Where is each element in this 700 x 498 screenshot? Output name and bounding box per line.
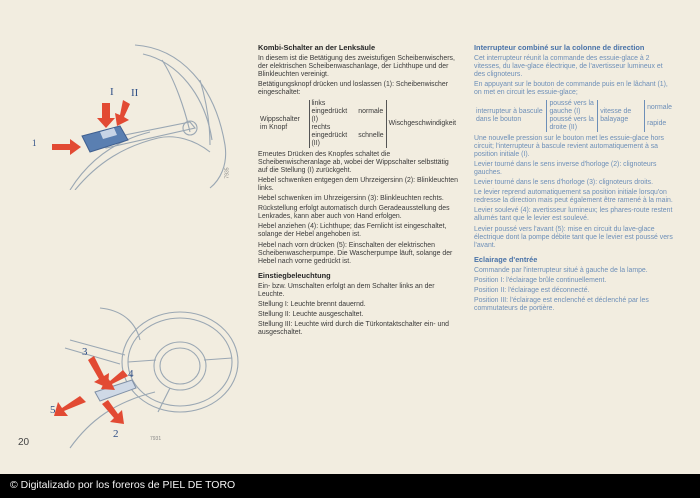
french-headlight-flash: Levier soulevé (4): avertisseur lumineux; les phares-route restent allumés tant que le levier est soulevé. [474, 207, 673, 223]
french-intro: Cet interrupteur réunit la commande des essuie-glace à 2 vitesses, du lave-glace électrique, de l'avertisseur lumineux et des clignoteurs. [474, 55, 663, 79]
german-headlight-flash: Hebel anziehen (4): Lichthupe; das Fernlicht ist eingeschaltet, solange der Hebel angehoben ist. [258, 223, 447, 239]
french-table-speed-fast: rapide [645, 116, 674, 132]
german-button-press: Betätigungsknopf drücken und loslassen (1): Scheibenwischer eingeschaltet: [258, 81, 448, 97]
french-reset: Le levier reprend automatiquement sa position initiale lorsqu'on redresse la direction mais peut également être ramené à la main. [474, 189, 673, 205]
french-table-row-label: interrupteur à bascule dans le bouton [476, 107, 543, 123]
french-table-speed-normal: normale [645, 100, 674, 116]
label-lever-3: 3 [82, 346, 88, 358]
lever-knob-shape [82, 126, 128, 152]
french-right-indicator: Levier tourné dans le sens d'horloge (3): clignoteurs droits. [474, 179, 654, 187]
german-table-state-right: rechts eingedrückt (II) [309, 124, 356, 148]
german-position-2: Stellung II: Leuchte ausgeschaltet. [258, 311, 364, 319]
footer-credit: © Digitalizado por los foreros de PIEL DE TORO [10, 479, 236, 491]
german-table-speed-fast: schnelle [358, 131, 384, 139]
french-entry-switch: Commande par l'interrupteur situé à gauche de la lampe. [474, 266, 648, 274]
french-table-middle: vitesse de balayage [598, 100, 645, 132]
figure-top-ref: 7935 [224, 167, 231, 179]
arrow-washer [54, 396, 86, 416]
arrow-rocker-i [97, 103, 115, 128]
label-rocker-i: I [110, 86, 114, 98]
german-position-1: Stellung I: Leuchte brennt dauernd. [258, 301, 366, 309]
german-switch-off: Erneutes Drücken des Knopfes schaltet die Scheibenwischeranlage ab, wobei der Wippschalter selbsttätig auf die Stellung (I) zurückgeht. [258, 150, 449, 174]
label-lever-4: 4 [128, 368, 134, 380]
french-table-state-left: poussé vers la gauche (I) [547, 100, 598, 116]
french-position-3: Position III: l'éclairage est enclenché et déclenché par les commutateurs de portière. [474, 297, 649, 313]
german-table-state-left: links eingedrückt (I) [309, 100, 356, 124]
arrow-rocker-ii [115, 100, 130, 126]
french-position-2: Position II: l'éclairage est déconnecté. [474, 287, 590, 295]
figure-bottom-ref: 7931 [150, 436, 162, 442]
german-title: Kombi-Schalter an der Lenksäule [258, 43, 376, 52]
german-washer: Hebel nach vorn drücken (5): Einschalten der elektrischen Scheibenwascherpumpe. Die Wascherpumpe läuft, solange der Hebel nach vorne gedrückt ist. [258, 241, 453, 265]
german-column [258, 44, 458, 339]
french-washer: Levier poussé vers l'avant (5): mise en circuit du lave-glace électrique dont la pompe débite tant que le levier est poussé vers l'avant. [474, 225, 673, 249]
label-lever-5: 5 [50, 404, 56, 416]
figure-wiper-switch [40, 40, 240, 190]
french-button-press: En appuyant sur le bouton de commande puis en le lâchant (1), on met en circuit les essuie-glace; [474, 81, 668, 97]
label-button-1: 1 [32, 138, 37, 148]
arrow-left-indicator [102, 400, 124, 424]
german-reset: Rückstellung erfolgt automatisch durch Geradeausstellung des Lenkrades, kann aber auch von Hand erfolgen. [258, 205, 450, 221]
french-table-state-right: poussé vers la droite (II) [547, 116, 598, 132]
german-intro: In diesem ist die Betätigung des zweistufigen Scheibenwischers, der elektrischen Scheibenwaschanlage, der Lichthupe und der Blinkleuchten vereinigt. [258, 55, 455, 79]
french-left-indicator: Levier tourné dans le sens inverse d'horloge (2): clignoteurs gauches. [474, 160, 657, 176]
german-right-indicator: Hebel schwenken im Uhrzeigersinn (3): Blinkleuchten rechts. [258, 195, 444, 203]
footer-bar [0, 474, 700, 498]
german-table-result: Wischgeschwindigkeit [386, 100, 458, 148]
page-number: 20 [18, 437, 30, 448]
german-title-entry-light: Einstiegbeleuchtung [258, 270, 331, 280]
german-table-speed-normal: normale [358, 107, 384, 115]
german-left-indicator: Hebel schwenken entgegen dem Uhrzeigersinn (2): Blinkleuchten links. [258, 176, 458, 192]
figure-steering-wheel [40, 300, 240, 450]
french-switch-off: Une nouvelle pression sur le bouton met les essuie-glace hors circuit; l'interrupteur à bascule revient automatiquement à sa position initiale (I). [474, 134, 664, 158]
french-wiper-table [474, 100, 674, 132]
german-table-row-label: Wippschalter im Knopf [260, 115, 300, 131]
german-entry-switch: Ein- bzw. Umschalten erfolgt an dem Schalter links an der Leuchte. [258, 282, 435, 298]
french-column [474, 44, 674, 315]
arrow-push-button [52, 139, 81, 155]
german-position-3: Stellung III: Leuchte wird durch die Türkontaktschalter ein- und ausgeschaltet. [258, 321, 450, 337]
french-title: Interrupteur combiné sur la colonne de direction [474, 43, 645, 52]
label-lever-2: 2 [113, 428, 119, 440]
french-position-1: Position I: l'éclairage brûle continuellement. [474, 276, 607, 284]
label-rocker-ii: II [131, 87, 139, 99]
german-wiper-table [258, 100, 458, 148]
french-title-entry-light: Eclairage d'entrée [474, 254, 538, 264]
